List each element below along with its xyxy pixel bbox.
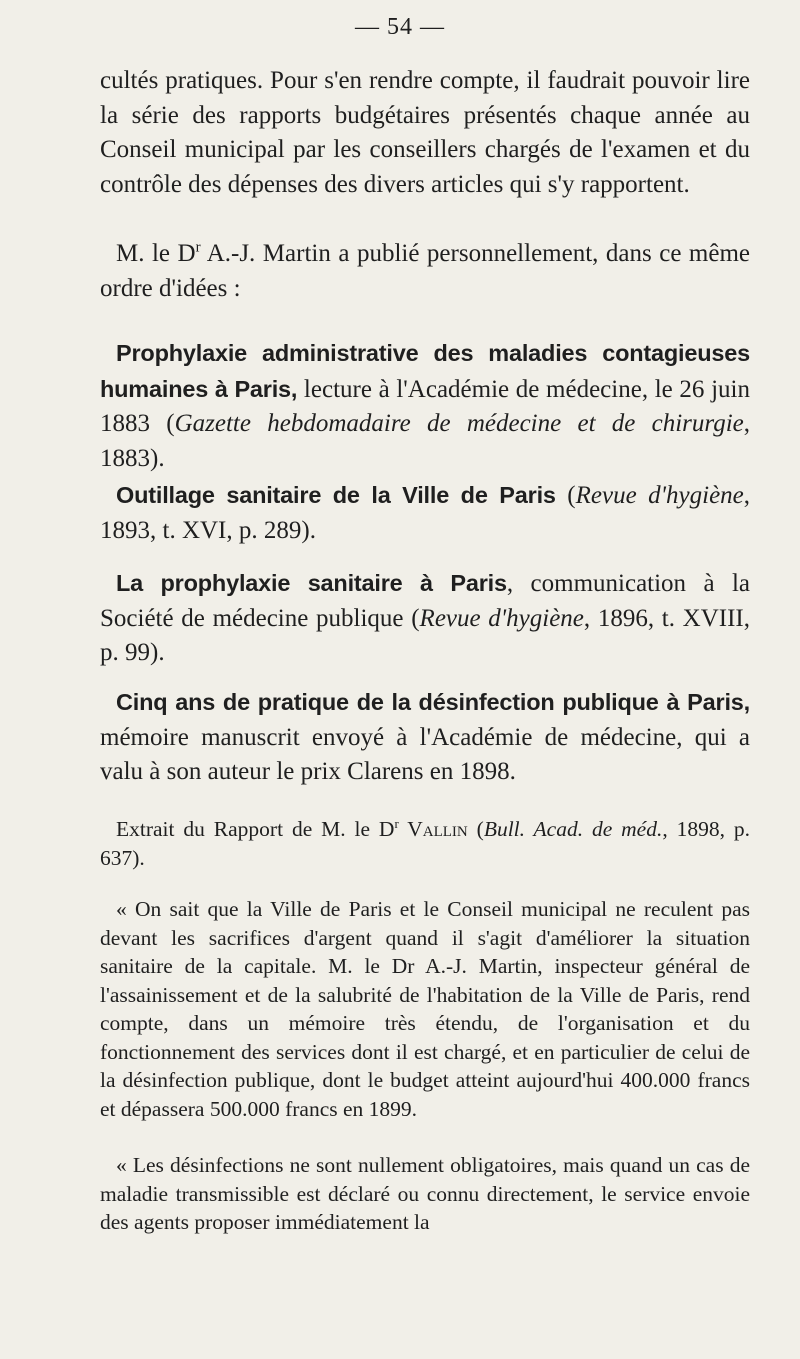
extract-citation [100, 815, 750, 872]
publication-journal: Revue d'hygiène [575, 482, 744, 509]
publication-journal: Gazette hebdomadaire de médecine et de chirurgie [174, 410, 744, 437]
intro-paragraph: cultés pratiques. Pour s'en rendre compte, il faudrait pouvoir lire la série des rapports budgétaires présentés chaque année au Conseil municipal par les conseillers chargés de l'examen et du contrôle des dépenses des divers articles qui s'y rapportent. [100, 67, 750, 198]
publication-ref: , 1896, t. XVIII, p. 99). [100, 604, 751, 666]
publication-entry [100, 566, 750, 671]
publication-details: , communication à la Société de médecine publique ( [100, 570, 751, 632]
martin-intro-suffix: A.-J. Martin a publié personnellement, dans ce même ordre d'idées : [100, 240, 750, 302]
publication-entry [100, 336, 750, 476]
quote-paragraph-1: « On sait que la Ville de Paris et le Conseil municipal ne reculent pas devant les sacrifices d'argent quand il s'agit d'améliorer la situation sanitaire de la capitale. M. le Dr A.-J. Martin, inspecteur général de l'assainissement et de la salubrité de l'habitation de la Ville de Paris, rend compte, dans un mémoire très étendu, de l'organisation et du fonctionnement des services dont il est chargé, et en particulier de celui de la désinfection publique, dont le budget atteint aujourd'hui 400.000 francs et dépassera 500.000 francs en 1899. [100, 897, 750, 1121]
publication-entry [100, 685, 750, 790]
publication-ref: , 1883). [100, 410, 750, 472]
publication-title: La prophylaxie sanitaire à Paris [116, 570, 507, 596]
publication-details: mémoire manuscrit envoyé à l'Académie de médecine, qui a valu à son auteur le prix Clarens en 1898. [100, 723, 750, 785]
page-number: — 54 — [355, 14, 445, 40]
extract-journal: Bull. Acad. de méd. [483, 817, 663, 841]
publication-details: lecture à l'Académie de médecine, le 26 juin 1883 ( [100, 375, 750, 437]
extract-pre: ( [467, 817, 484, 841]
publication-details: ( [555, 482, 576, 509]
extract-post: , 1898, p. 637). [100, 817, 750, 870]
quote-paragraph-2: « Les désinfections ne sont nullement obligatoires, mais quand un cas de maladie transmissible est déclaré ou connu directement, le service envoie des agents proposer immédiatement la [100, 1153, 750, 1234]
publication-title: Outillage sanitaire de la Ville de Paris [116, 482, 556, 508]
publication-title: Cinq ans de pratique de la désinfection publique à Paris, [116, 689, 750, 715]
publication-title: Prophylaxie administrative des maladies contagieuses humaines à Paris, [100, 340, 750, 402]
extract-author: Vallin [398, 817, 468, 841]
martin-intro-paragraph [100, 237, 750, 306]
publication-entry [100, 478, 750, 548]
extract-prefix: Extrait du Rapport de M. le D [116, 817, 395, 841]
extract-sup: r [394, 816, 399, 831]
publication-ref: , 1893, t. XVI, p. 289). [100, 482, 751, 544]
publication-journal: Revue d'hygiène [419, 604, 584, 632]
martin-intro-sup: r [195, 239, 201, 256]
martin-intro-prefix: M. le D [116, 240, 196, 267]
